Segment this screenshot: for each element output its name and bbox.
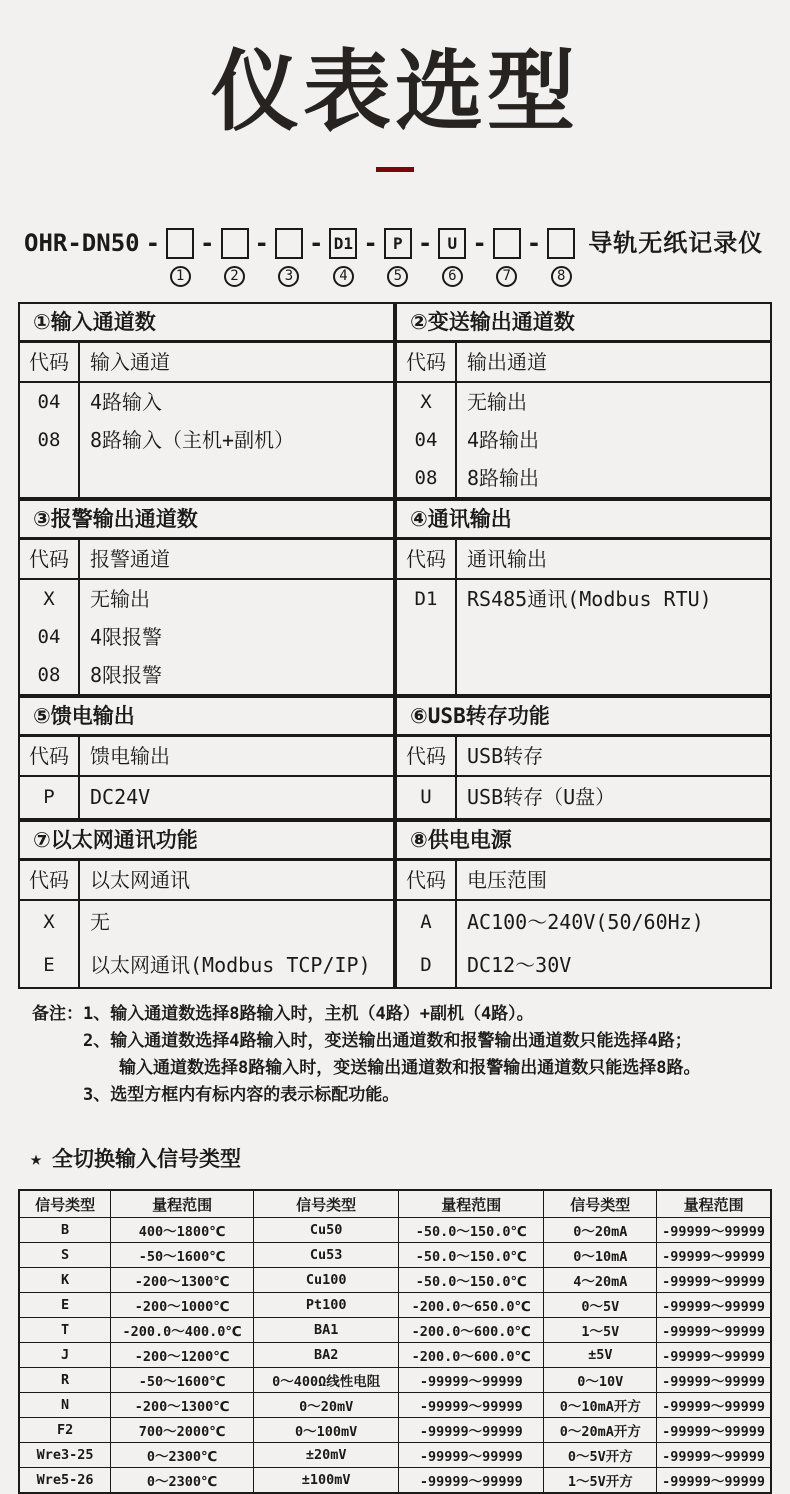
signal-cell: E	[19, 1293, 111, 1318]
signal-cell: -99999～99999	[399, 1368, 544, 1393]
signal-cell: -99999～99999	[399, 1418, 544, 1443]
signal-col-header: 信号类型	[544, 1190, 657, 1218]
signal-cell: ±100mV	[254, 1468, 399, 1493]
signal-cell: Cu50	[254, 1218, 399, 1243]
option-code: X	[43, 910, 55, 933]
signal-cell: -99999～99999	[399, 1393, 544, 1418]
desc-column-header: USB转存	[467, 743, 544, 768]
model-code-box-7	[493, 228, 521, 259]
descs-column	[457, 580, 770, 694]
code-column-header: 代码	[20, 540, 80, 578]
page-title: 仪表选型	[210, 40, 579, 143]
table-row	[19, 1468, 771, 1493]
section-title-ethernet-comm: ⑦以太网通讯功能	[20, 822, 393, 861]
signal-col-header: 信号类型	[254, 1190, 399, 1218]
option-code: U	[420, 785, 432, 808]
desc-column-header: 输入通道	[90, 349, 170, 374]
option-description: AC100～240V(50/60Hz)	[467, 909, 704, 934]
signal-cell: Cu100	[254, 1268, 399, 1293]
note-line-3: 输入通道数选择8路输入时，变送输出通道数和报警输出通道数只能选择8路。	[119, 1057, 701, 1078]
signal-cell: BA1	[254, 1318, 399, 1343]
desc-column-header: 电压范围	[467, 867, 547, 892]
signal-col-header: 信号类型	[19, 1190, 111, 1218]
signal-cell: 0～5V开方	[544, 1443, 657, 1468]
section-body-input-channels	[20, 383, 393, 497]
table-row	[19, 1243, 771, 1268]
signal-cell: Wre5-26	[19, 1468, 111, 1493]
option-description: 4路输出	[467, 427, 540, 452]
table-row	[19, 1293, 771, 1318]
signal-cell: 0～2300℃	[111, 1443, 254, 1468]
model-code-box-2	[221, 228, 249, 259]
signal-cell: ±5V	[544, 1343, 657, 1368]
signal-cell: 0～2300℃	[111, 1468, 254, 1493]
selection-tables-grid	[18, 302, 772, 989]
codes-column	[20, 383, 80, 497]
desc-column-header: 报警通道	[90, 546, 170, 571]
signal-cell: 0～100mV	[254, 1418, 399, 1443]
signal-cell: -99999～99999	[657, 1468, 771, 1493]
desc-column-header: 输出通道	[467, 349, 547, 374]
codes-column	[20, 777, 80, 818]
descs-column	[80, 580, 393, 694]
section-title-usb-transfer: ⑥USB转存功能	[397, 698, 770, 737]
signal-cell: -99999～99999	[657, 1393, 771, 1418]
descs-column	[80, 383, 393, 497]
option-description: 无输出	[467, 389, 527, 414]
signal-cell: -99999～99999	[657, 1318, 771, 1343]
option-description: USB转存（U盘）	[467, 784, 616, 809]
signal-cell: Cu53	[254, 1243, 399, 1268]
table-row	[19, 1343, 771, 1368]
signal-cell: -99999～99999	[657, 1343, 771, 1368]
table-row	[19, 1268, 771, 1293]
option-description: 4限报警	[90, 624, 163, 649]
option-code: 08	[414, 466, 438, 489]
signal-cell: 4～20mA	[544, 1268, 657, 1293]
signal-cell: -200.0～650.0℃	[399, 1293, 544, 1318]
model-dash: -	[526, 228, 542, 257]
option-code: 04	[37, 625, 61, 648]
option-code: D1	[414, 587, 438, 610]
signal-cell: B	[19, 1218, 111, 1243]
note-line-2: 2、输入通道数选择4路输入时，变送输出通道数和报警输出通道数只能选择4路；	[83, 1030, 692, 1051]
model-code-box-6: U	[438, 228, 466, 259]
model-code-box-4: D1	[329, 228, 357, 259]
option-code: 08	[37, 663, 61, 686]
section-subheader-usb-transfer	[397, 737, 770, 777]
signal-cell: -99999～99999	[657, 1218, 771, 1243]
signal-cell: J	[19, 1343, 111, 1368]
section-subheader-comm-output	[397, 540, 770, 580]
section-usb-transfer	[395, 696, 772, 820]
signal-cell: 1～5V开方	[544, 1468, 657, 1493]
signal-cell: R	[19, 1368, 111, 1393]
codes-column	[397, 777, 457, 818]
section-body-feed-power-output	[20, 777, 393, 818]
option-code: D	[420, 953, 432, 976]
position-number-2: 2	[224, 266, 245, 287]
signal-cell: -200～1200℃	[111, 1343, 254, 1368]
signal-cell: 0～20mA	[544, 1218, 657, 1243]
section-title-transmit-output-channels: ②变送输出通道数	[397, 304, 770, 343]
option-code: A	[420, 910, 432, 933]
model-suffix: 导轨无纸记录仪	[588, 228, 764, 257]
signal-cell: 0～20mV	[254, 1393, 399, 1418]
model-position-4	[329, 228, 357, 287]
signal-cell: -50～1600℃	[111, 1243, 254, 1268]
table-row	[19, 1393, 771, 1418]
option-description: DC24V	[90, 784, 151, 809]
signal-cell: 0～10mA开方	[544, 1393, 657, 1418]
section-subheader-ethernet-comm	[20, 861, 393, 901]
option-description: 以太网通讯(Modbus TCP/IP)	[90, 952, 371, 977]
note-line-1: 1、输入通道数选择8路输入时，主机（4路）+副机（4路）。	[83, 1003, 534, 1024]
code-column-header: 代码	[397, 540, 457, 578]
signal-col-header: 量程范围	[399, 1190, 544, 1218]
option-code: P	[43, 785, 55, 808]
model-dash: -	[145, 228, 161, 257]
code-column-header: 代码	[397, 737, 457, 775]
section-title-input-channels: ①输入通道数	[20, 304, 393, 343]
signal-cell: F2	[19, 1418, 111, 1443]
model-dash: -	[254, 228, 269, 257]
signal-cell: -99999～99999	[657, 1443, 771, 1468]
model-position-5	[384, 228, 412, 287]
code-column-header: 代码	[20, 861, 80, 899]
model-position-7	[493, 228, 521, 287]
signal-cell: T	[19, 1318, 111, 1343]
model-ordering-code	[24, 228, 790, 287]
signal-cell: 1～5V	[544, 1318, 657, 1343]
signal-cell: 700～2000℃	[111, 1418, 254, 1443]
option-description: 8路输入（主机+副机）	[90, 427, 295, 452]
notes-items	[83, 1001, 700, 1109]
code-column-header: 代码	[20, 737, 80, 775]
section-subheader-input-channels	[20, 343, 393, 383]
option-description: 无	[90, 909, 110, 934]
section-body-comm-output	[397, 580, 770, 694]
model-code-box-8	[547, 228, 575, 259]
option-code: E	[43, 953, 55, 976]
signal-cell: -200～1300℃	[111, 1393, 254, 1418]
model-position-8	[547, 228, 575, 287]
model-code-box-3	[275, 228, 303, 259]
model-position-2	[221, 228, 249, 287]
signal-cell: -99999～99999	[657, 1268, 771, 1293]
option-description: DC12～30V	[467, 952, 572, 977]
section-title-comm-output: ④通讯输出	[397, 501, 770, 540]
option-description: 4路输入	[90, 389, 163, 414]
codes-column	[397, 383, 457, 497]
signal-table-body	[19, 1218, 771, 1493]
signal-types-section-title	[30, 1143, 790, 1173]
section-title-power-supply: ⑧供电电源	[397, 822, 770, 861]
desc-column-header: 通讯输出	[467, 546, 547, 571]
signal-cell: Wre3-25	[19, 1443, 111, 1468]
option-code: X	[420, 390, 432, 413]
position-number-6: 6	[442, 266, 463, 287]
option-code: 04	[37, 390, 61, 413]
option-description: 无输出	[90, 586, 150, 611]
table-row	[19, 1418, 771, 1443]
signal-cell: -50.0～150.0℃	[399, 1243, 544, 1268]
signal-cell: -50～1600℃	[111, 1368, 254, 1393]
model-dash: -	[308, 228, 324, 257]
codes-column	[20, 901, 80, 987]
signal-types-table	[18, 1189, 772, 1494]
descs-column	[80, 901, 393, 987]
descs-column	[80, 777, 393, 818]
code-column-header: 代码	[20, 343, 80, 381]
option-code: X	[43, 587, 55, 610]
table-row	[19, 1218, 771, 1243]
model-code-box-1	[166, 228, 194, 259]
section-input-channels	[18, 302, 395, 499]
option-description: RS485通讯(Modbus RTU)	[467, 586, 712, 611]
signal-cell: Pt100	[254, 1293, 399, 1318]
notes-label: 备注：	[32, 1003, 83, 1024]
model-position-6	[438, 228, 466, 287]
section-subheader-power-supply	[397, 861, 770, 901]
option-description: 8路输出	[467, 465, 540, 490]
signal-cell: -99999～99999	[657, 1293, 771, 1318]
signal-cell: 0～400Ω线性电阻	[254, 1368, 399, 1393]
signal-cell: -200～1000℃	[111, 1293, 254, 1318]
signal-col-header: 量程范围	[111, 1190, 254, 1218]
notes	[32, 1001, 790, 1109]
signal-cell: -99999～99999	[657, 1243, 771, 1268]
signal-cell: -50.0～150.0℃	[399, 1218, 544, 1243]
section-body-power-supply	[397, 901, 770, 987]
signal-types-title-text: 全切换输入信号类型	[52, 1146, 242, 1171]
signal-cell: 0～10V	[544, 1368, 657, 1393]
title-divider	[376, 167, 414, 172]
signal-cell: -200.0～400.0℃	[111, 1318, 254, 1343]
section-body-alarm-output-channels	[20, 580, 393, 694]
model-dash: -	[363, 228, 378, 257]
note-line-4: 3、选型方框内有标内容的表示标配功能。	[83, 1084, 400, 1105]
signal-cell: 0～20mA开方	[544, 1418, 657, 1443]
signal-cell: -200.0～600.0℃	[399, 1318, 544, 1343]
signal-cell: 400～1800℃	[111, 1218, 254, 1243]
star-icon: ★	[30, 1145, 43, 1170]
signal-cell: -99999～99999	[399, 1443, 544, 1468]
signal-cell: ±20mV	[254, 1443, 399, 1468]
codes-column	[397, 901, 457, 987]
model-positions	[140, 228, 576, 287]
position-number-1: 1	[170, 266, 191, 287]
model-dash: -	[472, 228, 487, 257]
table-row	[19, 1368, 771, 1393]
position-number-3: 3	[278, 266, 299, 287]
model-code-box-5: P	[384, 228, 412, 259]
signal-cell: 0～5V	[544, 1293, 657, 1318]
signal-cell: -200.0～600.0℃	[399, 1343, 544, 1368]
model-prefix: OHR-DN50	[24, 228, 140, 257]
section-title-alarm-output-channels: ③报警输出通道数	[20, 501, 393, 540]
code-column-header: 代码	[397, 343, 457, 381]
signal-table-header-row	[19, 1190, 771, 1218]
section-body-transmit-output-channels	[397, 383, 770, 497]
option-code: 08	[37, 428, 61, 451]
section-power-supply	[395, 820, 772, 989]
section-body-ethernet-comm	[20, 901, 393, 987]
signal-cell: -99999～99999	[657, 1418, 771, 1443]
table-row	[19, 1318, 771, 1343]
position-number-5: 5	[387, 266, 408, 287]
descs-column	[457, 777, 770, 818]
signal-cell: N	[19, 1393, 111, 1418]
section-subheader-feed-power-output	[20, 737, 393, 777]
code-column-header: 代码	[397, 861, 457, 899]
signal-cell: 0～10mA	[544, 1243, 657, 1268]
desc-column-header: 馈电输出	[90, 743, 170, 768]
table-row	[19, 1443, 771, 1468]
model-dash: -	[417, 228, 433, 257]
signal-cell: -99999～99999	[657, 1368, 771, 1393]
codes-column	[20, 580, 80, 694]
section-alarm-output-channels	[18, 499, 395, 696]
desc-column-header: 以太网通讯	[90, 867, 190, 892]
section-ethernet-comm	[18, 820, 395, 989]
signal-cell: -99999～99999	[399, 1468, 544, 1493]
section-subheader-alarm-output-channels	[20, 540, 393, 580]
section-comm-output	[395, 499, 772, 696]
section-subheader-transmit-output-channels	[397, 343, 770, 383]
signal-cell: BA2	[254, 1343, 399, 1368]
option-code: 04	[414, 428, 438, 451]
model-position-1	[166, 228, 194, 287]
signal-cell: -50.0～150.0℃	[399, 1268, 544, 1293]
position-number-8: 8	[551, 266, 572, 287]
section-feed-power-output	[18, 696, 395, 820]
descs-column	[457, 383, 770, 497]
signal-cell: S	[19, 1243, 111, 1268]
descs-column	[457, 901, 770, 987]
model-dash: -	[200, 228, 215, 257]
codes-column	[397, 580, 457, 694]
signal-cell: K	[19, 1268, 111, 1293]
signal-cell: -200～1300℃	[111, 1268, 254, 1293]
position-number-7: 7	[496, 266, 517, 287]
position-number-4: 4	[333, 266, 354, 287]
option-description: 8限报警	[90, 662, 163, 687]
signal-col-header: 量程范围	[657, 1190, 771, 1218]
section-title-feed-power-output: ⑤馈电输出	[20, 698, 393, 737]
model-position-3	[275, 228, 303, 287]
section-body-usb-transfer	[397, 777, 770, 818]
section-transmit-output-channels	[395, 302, 772, 499]
